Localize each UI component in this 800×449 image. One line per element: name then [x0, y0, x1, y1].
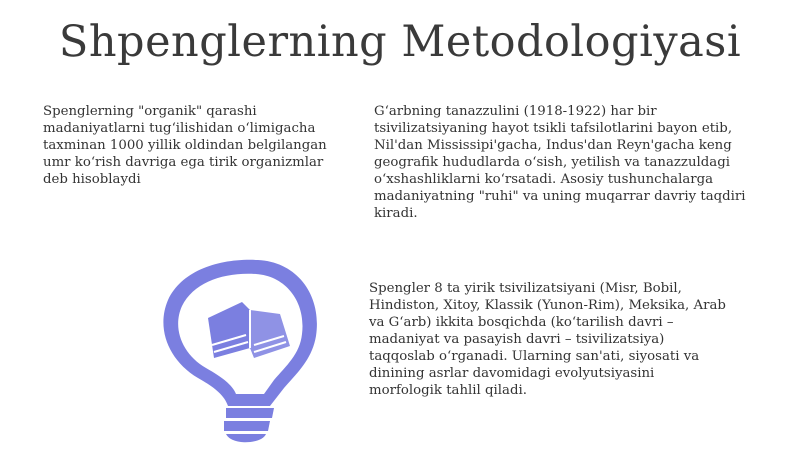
lightbulb-with-book-icon	[150, 248, 325, 448]
slide-title: Shpenglerning Metodologiyasi	[58, 17, 742, 67]
paragraph-decline-of-west: G‘arbning tanazzulini (1918-1922) har bir tsivilizatsiyaning hayot tsikli tafsilotlarini bayon etib, Nil'dan Mississipi'gacha, Indus'dan Reyn'gacha keng geografik hududlarda o‘sish, yetilish va tanazzuldagi o‘xshashliklarni ko‘rsatadi. Asosiy tushunchalarga madaniyatning "ruhi" va uning muqarrar davriy taqdiri kiradi.	[374, 104, 746, 221]
paragraph-eight-civilizations: Spengler 8 ta yirik tsivilizatsiyani (Misr, Bobil, Hindiston, Xitoy, Klassik (Yunon-Rim), Meksika, Arab va G‘arb) ikkita bosqichda (ko‘tarilish davri – madaniyat va pasayish davri – tsivilizatsiya) taqqoslab o‘rganadi. Ularning san'ati, siyosati va dinining asrlar davomidagi evolyutsiyasini morfologik tahlil qiladi.	[369, 281, 726, 398]
paragraph-organic-view: Spenglerning "organik" qarashi madaniyatlarni tug‘ilishidan o‘limigacha taxminan 1000 yillik oldindan belgilangan umr ko‘rish davriga ega tirik organizmlar deb hisoblaydi	[43, 104, 327, 187]
